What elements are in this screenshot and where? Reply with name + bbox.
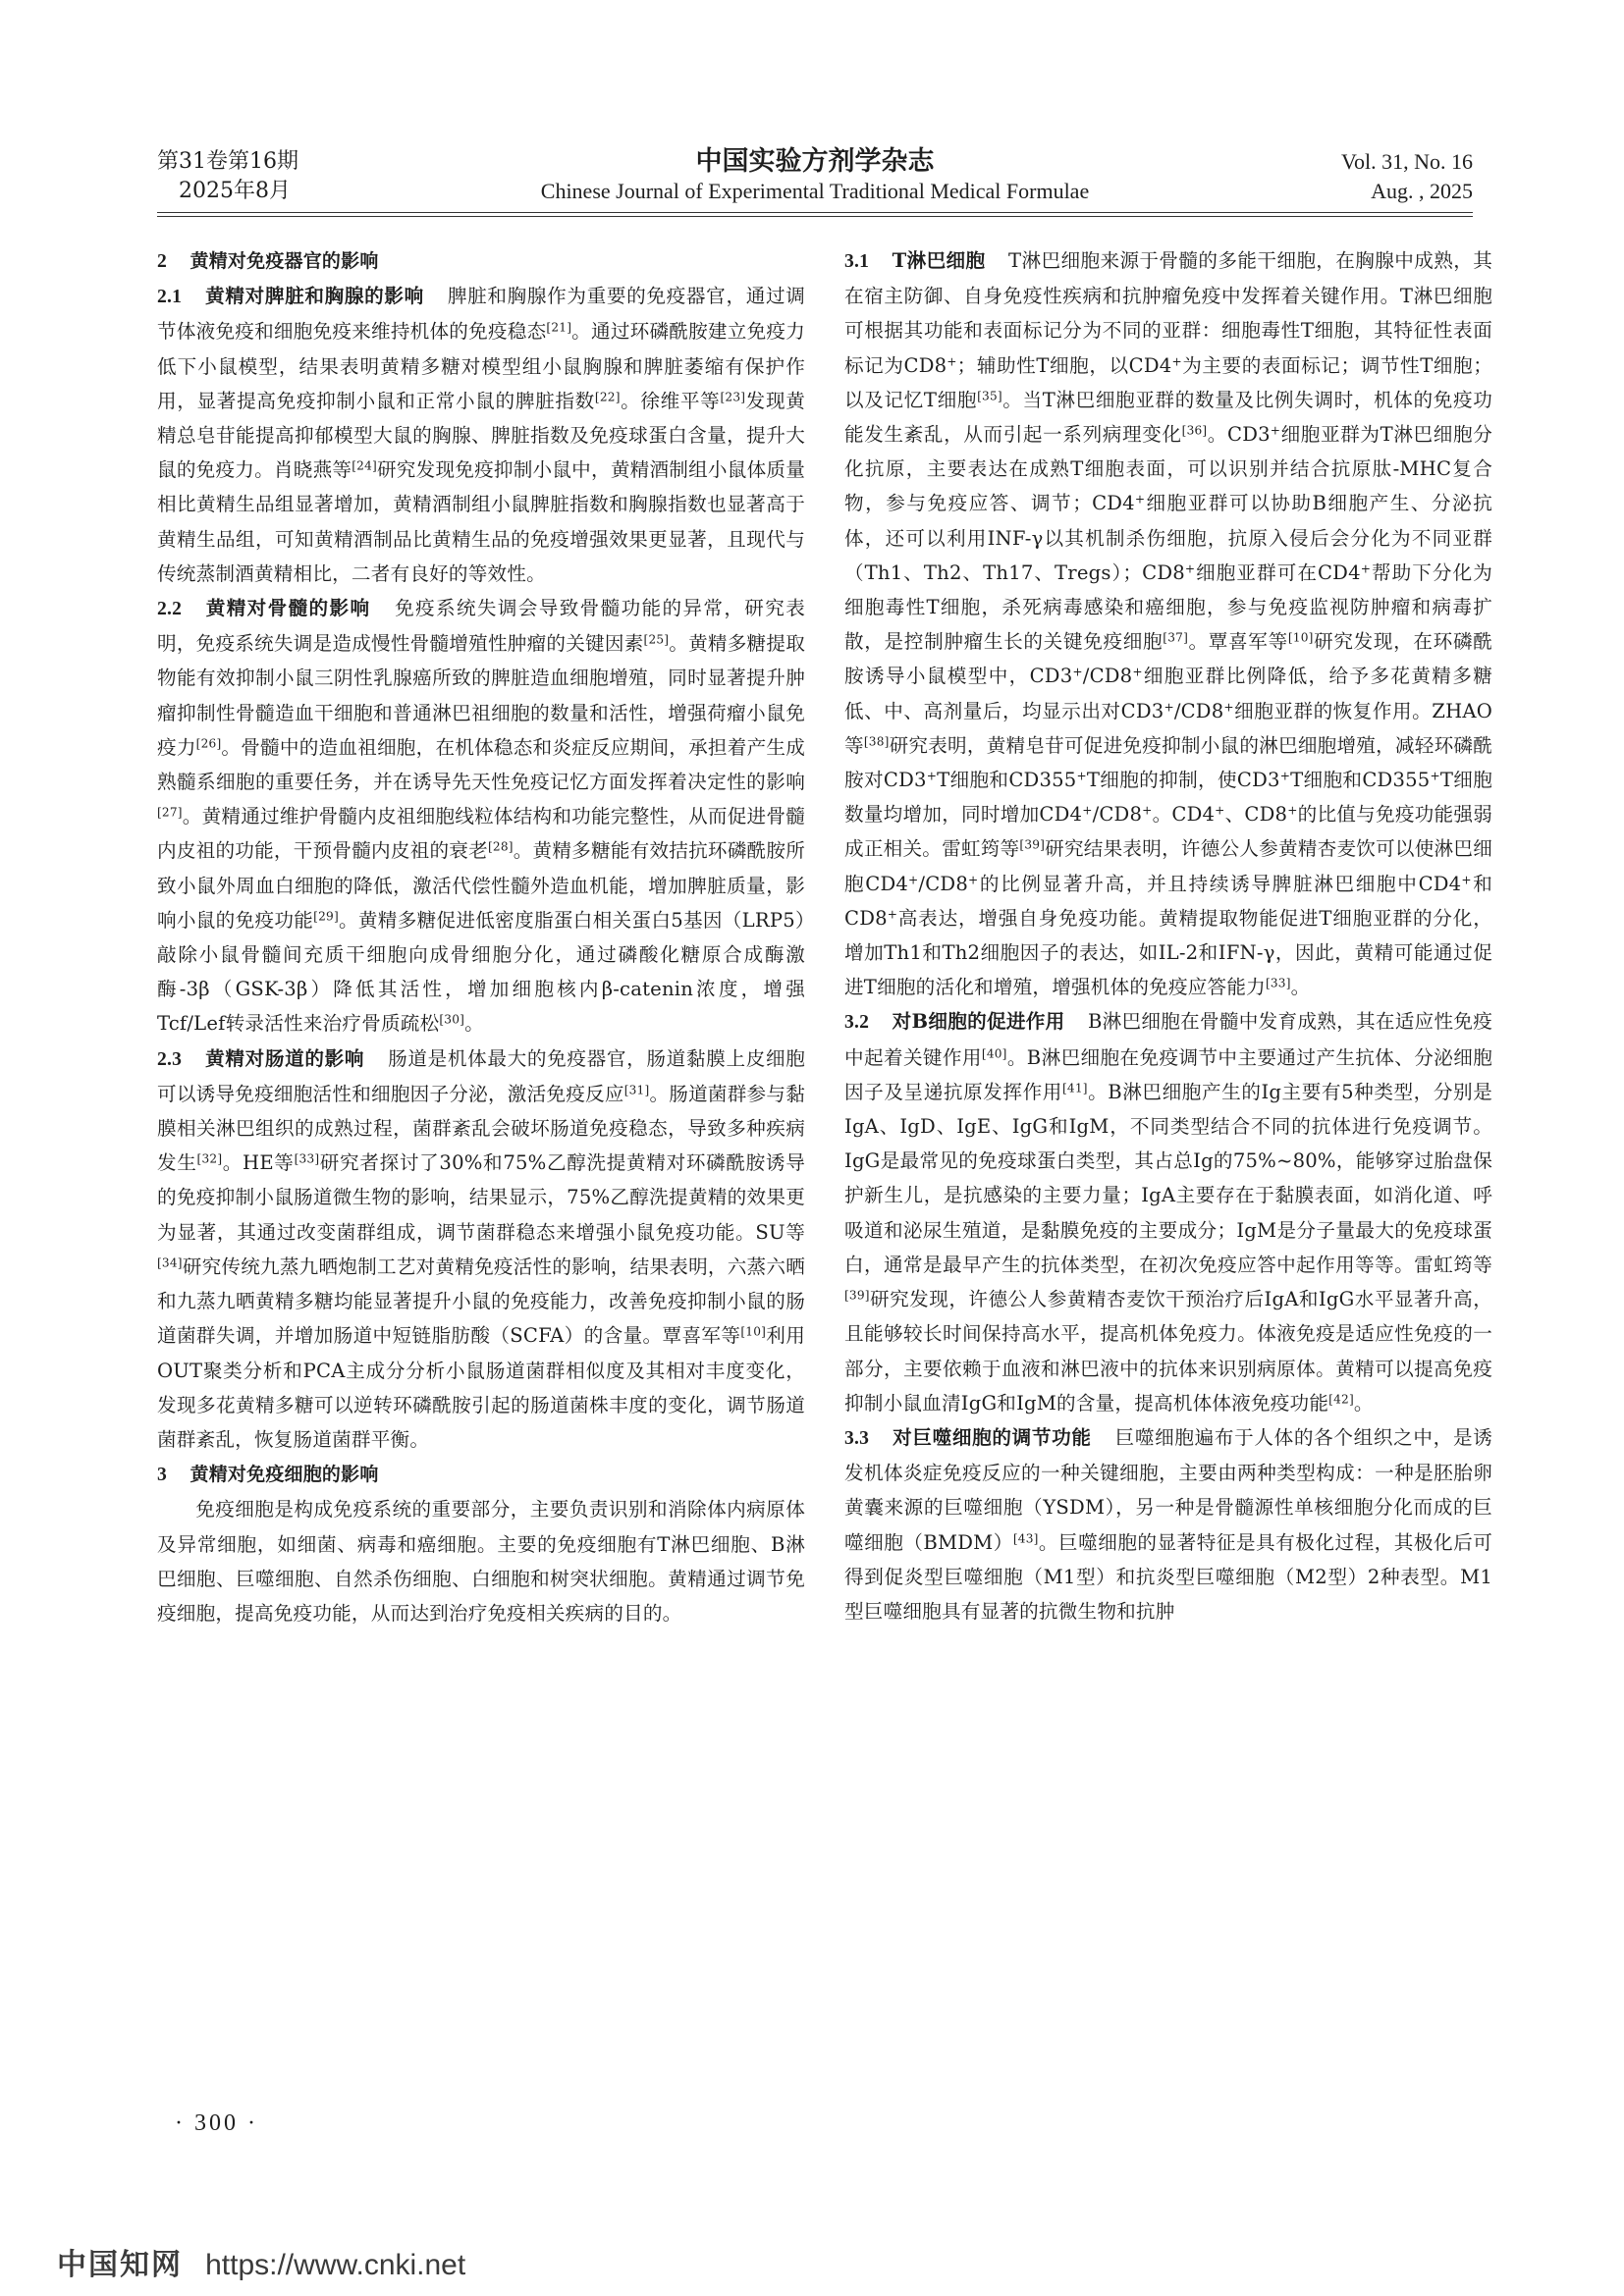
superscript: + [1461,872,1472,886]
superscript: + [926,769,938,783]
issue-date-en: Aug. , 2025 [1371,179,1473,203]
citation[interactable]: [39] [1019,837,1046,852]
paragraph: 免疫细胞是构成免疫系统的重要部分，主要负责识别和消除体内病原体及异常细胞，如细菌、病毒和癌细胞。主要的免疫细胞有T淋巴细胞、B淋巴细胞、巨噬细胞、自然杀伤细胞、白细胞和树突状细胞。黄精通过调节免疫细胞，提高免疫功能，从而达到治疗免疫相关疾病的目的。 [157,1498,805,1625]
superscript: + [1184,561,1196,576]
running-header [157,147,1473,206]
header-rule-top [157,212,1473,213]
header-rule-bottom [157,216,1473,217]
citation[interactable]: [31] [623,1083,650,1097]
cnki-brand: 中国知网 [57,2248,183,2282]
citation[interactable]: [32] [196,1151,223,1166]
superscript: + [1134,492,1146,507]
citation[interactable]: [40] [981,1046,1007,1060]
citation[interactable]: [26] [195,736,222,751]
paragraph: 2.3 黄精对肠道的影响 肠道是机体最大的免疫器官，肠道黏膜上皮细胞可以诱导免疫细胞活性和细胞因子分泌，激活免疫反应[31]。肠道菌群参与黏膜相关淋巴组织的成熟过程，菌群紊乱会破坏肠道免疫稳态，导致多种疾病发生[32]。HE等[33]研究者探讨了30%和75%乙醇洗提黄精对环磷酰胺诱导的免疫抑制小鼠肠道微生物的影响，结果显示，75%乙醇洗提黄精的效果更为显著，其通过改变菌群组成，调节菌群稳态来增强小鼠免疫功能。SU等[34]研究传统九蒸九晒炮制工艺对黄精免疫活性的影响，结果表明，六蒸六晒和九蒸九晒黄精多糖均能显著提升小鼠的免疫能力，改善免疫抑制小鼠的肠道菌群失调，并增加肠道中短链脂肪酸（SCFA）的含量。覃喜军等[10]利用OUT聚类分析和PCA主成分分析小鼠肠道菌群相似度及其相对丰度变化，发现多花黄精多糖可以逆转环磷酰胺引起的肠道菌株丰度的变化，调节肠道菌群紊乱，恢复肠道菌群平衡。 [157,1046,805,1451]
citation[interactable]: [28] [487,839,514,854]
journal-title-cn: 中国实验方剂学杂志 [695,146,935,177]
superscript: + [1270,423,1281,438]
journal-title-en: Chinese Journal of Experimental Traditional Medical Formulae [540,179,1090,203]
superscript: + [968,872,979,886]
citation[interactable]: [24] [352,458,377,473]
superscript: + [1132,665,1143,679]
citation[interactable]: [42] [1328,1392,1354,1407]
superscript: + [1164,699,1174,714]
superscript: + [1223,699,1234,714]
cnki-watermark [57,2240,465,2283]
paragraph: 3.3 对巨噬细胞的调节功能 巨噬细胞遍布于人体的各个组织之中，是诱发机体炎症免疫反应的一种关键细胞，主要由两种类型构成：一种是胚胎卵黄囊来源的巨噬细胞（YSDM），另一种是骨髓源性单核细胞分化而成的巨噬细胞（BMDM）[43]。巨噬细胞的显著特征是具有极化过程，其极化后可得到促炎型巨噬细胞（M1型）和抗炎型巨噬细胞（M2型）2种表型。M1型巨噬细胞具有显著的抗微生物和抗肿 [844,1425,1492,1623]
citation[interactable]: [23] [720,390,746,404]
citation[interactable]: [33] [1265,976,1291,990]
superscript: + [1072,665,1083,679]
issue-info-en [1341,147,1473,206]
superscript: + [1430,769,1440,783]
citation[interactable]: [22] [594,390,621,404]
superscript: + [908,872,919,886]
citation[interactable]: [35] [977,389,1002,403]
page-number: · 300 · [175,2110,258,2136]
citation[interactable]: [38] [863,734,890,749]
superscript: + [1076,769,1087,783]
citation[interactable]: [39] [844,1288,870,1303]
paragraph: 2.2 黄精对骨髓的影响 免疫系统失调会导致骨髓功能的异常，研究表明，免疫系统失调是造成慢性骨髓增殖性肿瘤的关键因素[25]。黄精多糖提取物能有效抑制小鼠三阴性乳腺癌所致的脾脏造血细胞增殖，同时显著提升肿瘤抑制性骨髓造血干细胞和普通淋巴祖细胞的数量和活性，增强荷瘤小鼠免疫力[26]。骨髓中的造血祖细胞，在机体稳态和炎症反应期间，承担着产生成熟髓系细胞的重要任务，并在诱导先天性免疫记忆方面发挥着决定性的影响[27]。黄精通过维护骨髓内皮祖细胞线粒体结构和功能完整性，从而促进骨髓内皮祖的功能，干预骨髓内皮祖的衰老[28]。黄精多糖能有效拮抗环磷酰胺所致小鼠外周血白细胞的降低，激活代偿性髓外造血机能，增加脾脏质量，影响小鼠的免疫功能[29]。黄精多糖促进低密度脂蛋白相关蛋白5基因（LRP5）敲除小鼠骨髓间充质干细胞向成骨细胞分化，通过磷酸化糖原合成酶激酶-3β（GSK-3β）降低其活性，增加细胞核内β-catenin浓度，增强Tcf/Lef转录活性来治疗骨质疏松[30]。 [157,597,806,1036]
superscript: + [1215,803,1225,818]
superscript: + [1360,561,1372,576]
right-column [844,243,1492,1629]
issue-date-cn: 2025年8月 [179,179,291,203]
citation[interactable]: [33] [294,1151,320,1166]
superscript: + [947,353,957,368]
citation[interactable]: [10] [1287,630,1314,645]
paragraph: 2.1 黄精对脾脏和胸腺的影响 脾脏和胸腺作为重要的免疫器官，通过调节体液免疫和细胞免疫来维持机体的免疫稳态[21]。通过环磷酰胺建立免疫力低下小鼠模型，结果表明黄精多糖对模型组小鼠胸腺和脾脏萎缩有保护作用，显著提高免疫抑制小鼠和正常小鼠的脾脏指数[22]。徐维平等[23]发现黄精总皂苷能提高抑郁模型大鼠的胸腺、脾脏指数及免疫球蛋白含量，提升大鼠的免疫力。肖晓燕等[24]研究发现免疫抑制小鼠中，黄精酒制组小鼠体质量相比黄精生品组显著增加，黄精酒制组小鼠脾脏指数和胸腺指数也显著高于黄精生品组，可知黄精酒制品比黄精生品的免疫增强效果更显著，且现代与传统蒸制酒黄精相比，二者有良好的等效性。 [157,285,806,585]
citation[interactable]: [10] [740,1324,767,1339]
left-column [157,243,805,1630]
citation[interactable]: [29] [313,909,339,924]
citation[interactable]: [27] [157,805,183,820]
issue-number-cn: 第31卷第16期 [157,149,298,174]
paragraph: 3.2 对B细胞的促进作用 B淋巴细胞在骨髓中发育成熟，其在适应性免疫中起着关键作用[40]。B淋巴细胞在免疫调节中主要通过产生抗体、分泌细胞因子及呈递抗原发挥作用[41]。B淋巴细胞产生的Ig主要有5种类型，分别是IgA、IgD、IgE、IgG和IgM，不同类型结合不同的抗体进行免疫调节。IgG是最常见的免疫球蛋白类型，其占总Ig的75%~80%，能够穿过胎盘保护新生儿，是抗感染的主要力量；IgA主要存在于黏膜表面，如消化道、呼吸道和泌尿生殖道，是黏膜免疫的主要成分；IgM是分子量最大的免疫球蛋白，通常是最早产生的抗体类型，在初次免疫应答中起作用等等。雷虹筠等[39]研究发现，许德公人参黄精杏麦饮干预治疗后IgA和IgG水平显著升高，且能够较长时间保持高水平，提高机体免疫力。体液免疫是适应性免疫的一部分，主要依赖于血液和淋巴液中的抗体来识别病原体。黄精可以提高免疫抑制小鼠血清IgG和IgM的含量，提高机体体液免疫功能[42]。 [844,1010,1493,1415]
citation[interactable]: [37] [1163,630,1189,645]
citation[interactable]: [43] [1012,1530,1039,1545]
citation[interactable]: [30] [439,1012,465,1027]
citation[interactable]: [36] [1181,423,1208,438]
superscript: + [1142,803,1153,818]
superscript: + [1279,769,1291,783]
volume-en: Vol. 31, No. 16 [1340,149,1473,174]
citation[interactable]: [25] [643,632,670,647]
superscript: + [1171,353,1182,368]
citation[interactable]: [41] [1061,1081,1088,1095]
superscript: + [1287,803,1298,818]
citation[interactable]: [34] [157,1255,183,1270]
cnki-url[interactable]: https://www.cnki.net [205,2249,466,2281]
journal-title [157,147,1473,206]
superscript: + [887,907,898,922]
superscript: + [1082,803,1093,818]
section-heading: 3 黄精对免疫细胞的影响 [157,1464,379,1486]
section-heading: 2 黄精对免疫器官的影响 [157,250,379,272]
paragraph: 3.1 T淋巴细胞 T淋巴细胞来源于骨髓的多能干细胞，在胸腺中成熟，其在宿主防御、自身免疫性疾病和抗肿瘤免疫中发挥着关键作用。T淋巴细胞可根据其功能和表面标记分为不同的亚群：细胞毒性T细胞，其特征性表面标记为CD8+；辅助性T细胞，以CD4+为主要的表面标记；调节性T细胞；以及记忆T细胞[35]。当T淋巴细胞亚群的数量及比例失调时，机体的免疫功能发生紊乱，从而引起一系列病理变化[36]。CD3+细胞亚群为T淋巴细胞分化抗原，主要表达在成熟T细胞表面，可以识别并结合抗原肽-MHC复合物，参与免疫应答、调节；CD4+细胞亚群可以协助B细胞产生、分泌抗体，还可以利用INF-γ以其机制杀伤细胞，抗原入侵后会分化为不同亚群（Th1、Th2、Th17、Tregs）；CD8+细胞亚群可在CD4+帮助下分化为细胞毒性T细胞，杀死病毒感染和癌细胞，参与免疫监视防肿瘤和病毒扩散，是控制肿瘤生长的关键免疫细胞[37]。覃喜军等[10]研究发现，在环磷酰胺诱导小鼠模型中，CD3+/CD8+细胞亚群比例降低，给予多花黄精多糖低、中、高剂量后，均显示出对CD3+/CD8+细胞亚群的恢复作用。ZHAO等[38]研究表明，黄精皂苷可促进免疫抑制小鼠的淋巴细胞增殖，减轻环磷酰胺对CD3+T细胞和CD355+T细胞的抑制，使CD3+T细胞和CD355+T细胞数量均增加，同时增加CD4+/CD8+。CD4+、CD8+的比值与免疫功能强弱成正相关。雷虹筠等[39]研究结果表明，许德公人参黄精杏麦饮可以使淋巴细胞CD4+/CD8+的比例显著升高，并且持续诱导脾脏淋巴细胞中CD4+和CD8+高表达，增强自身免疫功能。黄精提取物能促进T细胞亚群的分化，增加Th1和Th2细胞因子的表达，如IL-2和IFN-γ，因此，黄精可能通过促进T细胞的活化和增殖，增强机体的免疫应答能力[33]。 [844,249,1493,999]
citation[interactable]: [21] [546,320,572,335]
